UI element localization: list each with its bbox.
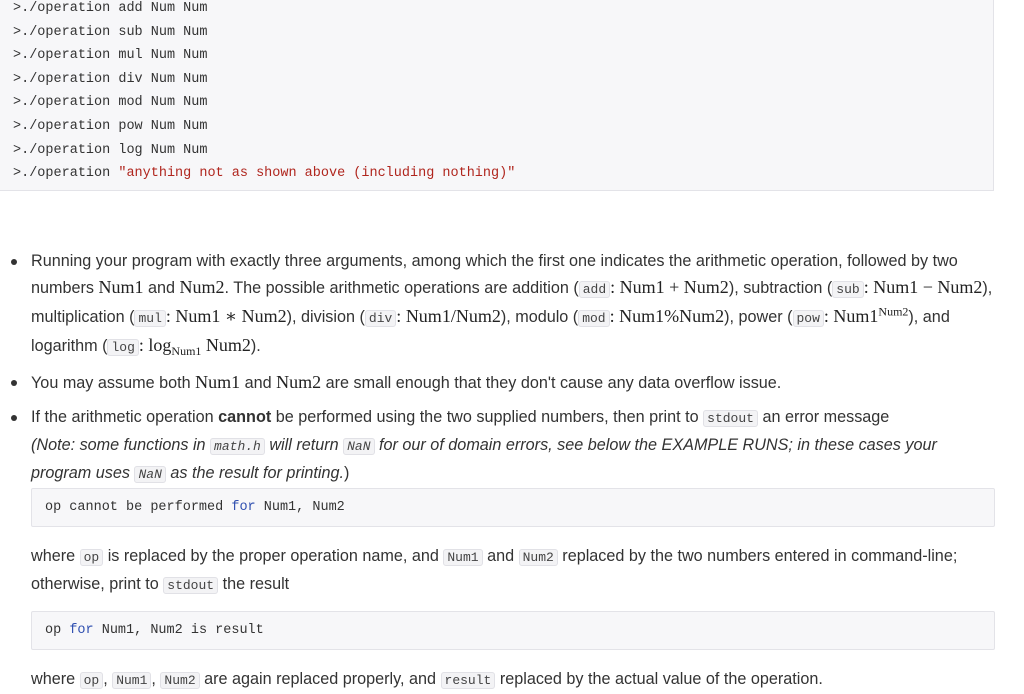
inline-code-mul: mul bbox=[134, 310, 165, 327]
inline-code-op: op bbox=[80, 672, 104, 689]
inline-code-stdout: stdout bbox=[163, 577, 218, 594]
inline-code-num2: Num2 bbox=[519, 549, 558, 566]
error-explanation: where op is replaced by the proper operation name, and Num1 and Num2 replaced by the two numbers entered in command-line; otherwise, print to stdout the result bbox=[31, 547, 958, 593]
result-explanation: where op , Num1 , Num2 are again replaced properly, and result replaced by the actual value of the operation. bbox=[31, 670, 823, 688]
inline-code-add: add bbox=[579, 281, 610, 298]
error-format-line: op cannot be performed for Num1, Num2 bbox=[45, 500, 345, 515]
inline-code-nan: NaN bbox=[134, 466, 165, 483]
result-format-code-block bbox=[31, 611, 995, 650]
inline-code-num2: Num2 bbox=[160, 672, 199, 689]
usage-code-block bbox=[0, 0, 994, 191]
inline-code-stdout: stdout bbox=[703, 410, 758, 427]
inline-code-mod: mod bbox=[578, 310, 609, 327]
note-text: (Note: some functions in math.h will return NaN for our of domain errors, see below the EXAMPLE RUNS; in these cases your program uses NaN as the result for printing. bbox=[31, 436, 937, 482]
bullet-dot bbox=[11, 415, 17, 421]
inline-code-mathh: math.h bbox=[210, 438, 265, 455]
inline-code-num1: Num1 bbox=[112, 672, 151, 689]
inline-code-sub: sub bbox=[832, 281, 863, 298]
result-format-line: op for Num1, Num2 is result bbox=[45, 623, 264, 638]
list-item-overflow: You may assume both Num1 and Num2 are small enough that they don't cause any data overflow issue. bbox=[0, 369, 1000, 396]
usage-line-log: >./operation log Num Num bbox=[13, 143, 208, 158]
usage-line-other: >./operation "anything not as shown above (including nothing)" bbox=[13, 166, 516, 181]
inline-code-result: result bbox=[441, 672, 496, 689]
inline-code-nan: NaN bbox=[343, 438, 374, 455]
bullet-dot bbox=[11, 259, 17, 265]
requirements-list bbox=[0, 248, 1000, 488]
bullet-dot bbox=[11, 380, 17, 386]
inline-code-op: op bbox=[80, 549, 104, 566]
usage-line-add: >./operation add Num Num bbox=[13, 1, 208, 16]
inline-code-pow: pow bbox=[793, 310, 824, 327]
list-item-arguments: Running your program with exactly three arguments, among which the first one indicates the arithmetic operation, followed by two numbers Num1 and Num2. The possible arithmetic operations are addition ( add : Num1 + Num2), subtraction ( sub : Num1 − Num2), multiplication ( mul : Num1 ∗ Num2), division ( div : Num1/Num2), modulo ( mod : Num1%Num2), power ( pow : $Num1^{Num2}$), and logarithm ( log : $\log_{Num1} Num2$). bbox=[0, 248, 1000, 361]
inline-code-log: log bbox=[107, 339, 138, 356]
inline-code-div: div bbox=[365, 310, 396, 327]
list-item-error: If the arithmetic operation cannot be performed using the two supplied numbers, then print to stdout an error message (Note: some functions in math.h will return NaN for our of domain errors, see below the EXAMPLE RUNS; in these cases your program uses NaN as the result for printing.) bbox=[0, 404, 1000, 488]
error-format-code-block bbox=[31, 488, 995, 527]
inline-code-num1: Num1 bbox=[443, 549, 482, 566]
usage-line-mul: >./operation mul Num Num bbox=[13, 48, 208, 63]
usage-line-div: >./operation div Num Num bbox=[13, 72, 208, 87]
usage-line-sub: >./operation sub Num Num bbox=[13, 25, 208, 40]
usage-line-pow: >./operation pow Num Num bbox=[13, 119, 208, 134]
usage-line-mod: >./operation mod Num Num bbox=[13, 95, 208, 110]
